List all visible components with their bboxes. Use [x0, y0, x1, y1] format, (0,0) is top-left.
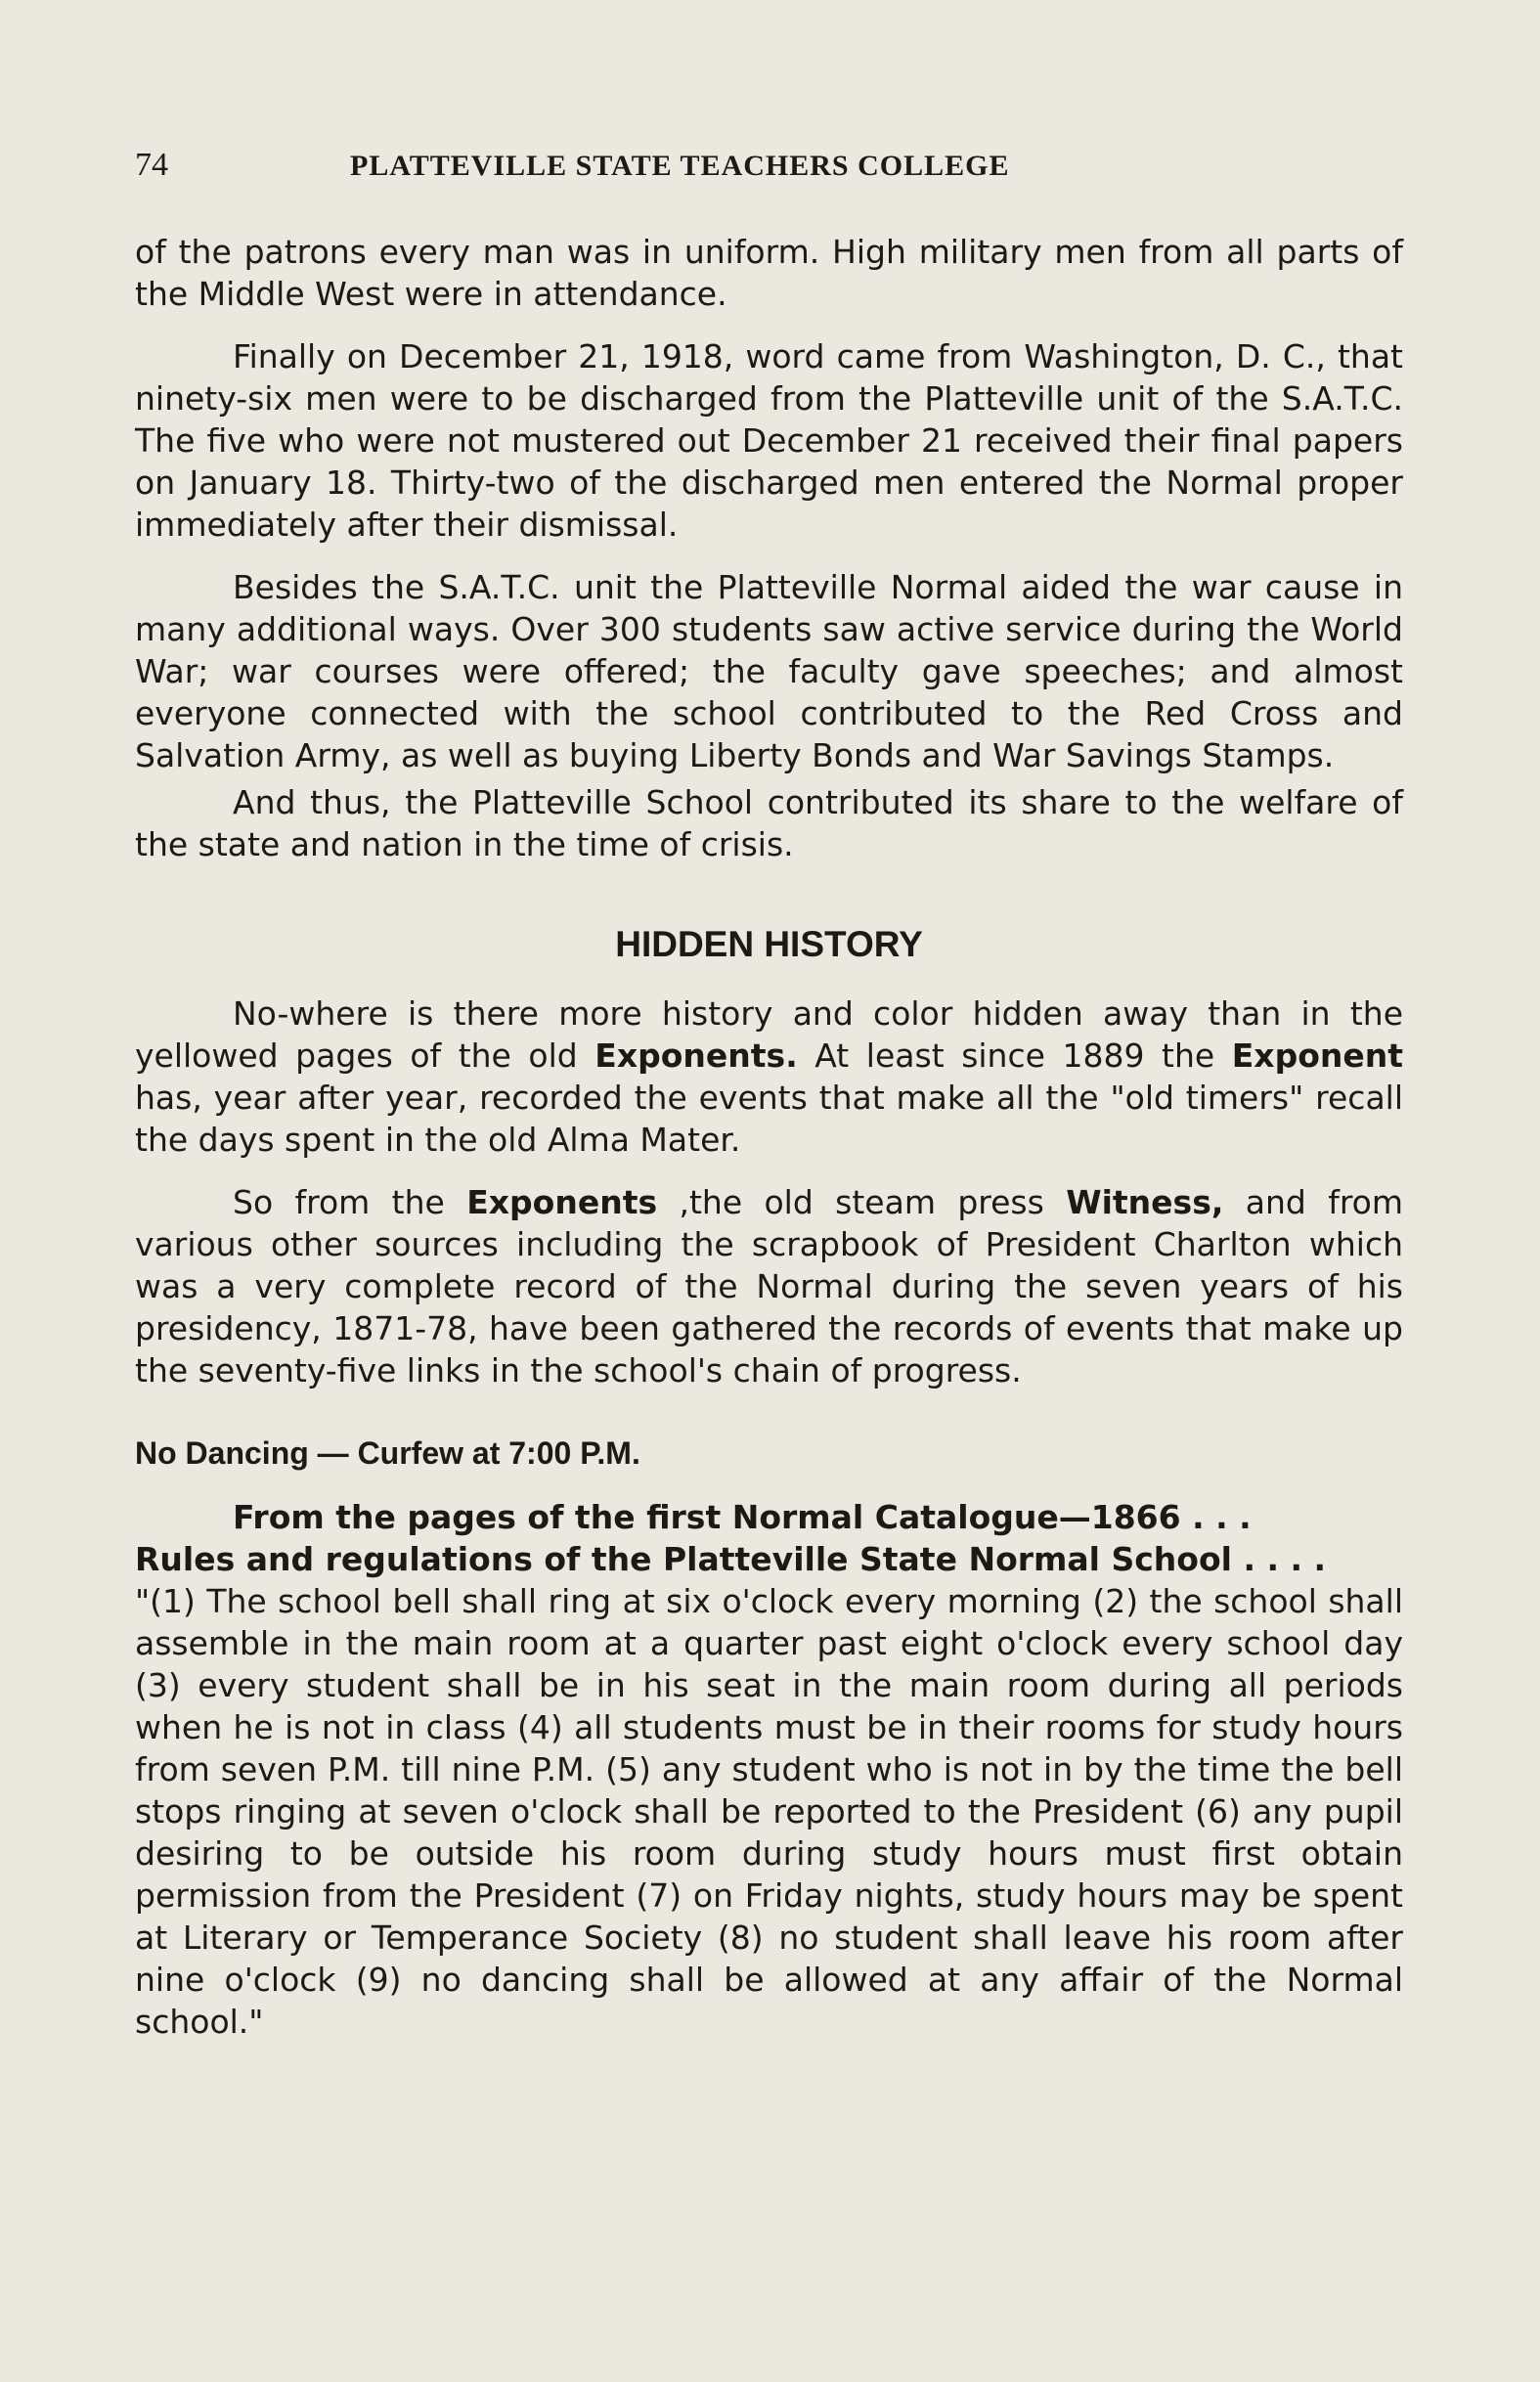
- page-number: 74: [135, 147, 168, 183]
- text-run: ,the old steam press: [657, 1183, 1067, 1221]
- section-title-no-dancing: No Dancing — Curfew at 7:00 P.M.: [135, 1435, 640, 1471]
- catalogue-line: From the pages of the first Normal Catalogue—1866 . . .: [233, 1498, 1252, 1536]
- section-title-hidden-history: HIDDEN HISTORY: [615, 924, 923, 964]
- emphasis-witness: Witness,: [1066, 1183, 1224, 1221]
- paragraph-discharge: Finally on December 21, 1918, word came from Washington, D. C., that ninety-six men were to be discharged from the Platteville unit of the S.A.T.C. The five who were not mustered out December 21 received their final papers on January 18. Thirty-two of the discharged men entered the Normal proper immediately after their dismissal.: [135, 337, 1403, 544]
- text-run: No-where is there more history and color hidden away than in the yellowed pages of the old: [135, 994, 1403, 1075]
- text-run: So from the: [233, 1183, 467, 1221]
- paragraph-uniform: of the patrons every man was in uniform. High military men from all parts of the Middle West were in attendance.: [135, 233, 1403, 313]
- paragraph-exponents: [135, 992, 1403, 1161]
- rules-text: "(1) The school bell shall ring at six o'clock every morning (2) the school shall assemble in the main room at a quarter past eight o'clock every school day (3) every student shall be in his seat in the main room during all periods when he is not in class (4) all students must be in their rooms for study hours from seven P.M. till nine P.M. (5) any student who is not in by the time the bell stops ringing at seven o'clock shall be reported to the President (6) any pupil desiring to be outside his room during study hours must first obtain permission from the President (7) on Friday nights, study hours may be spent at Literary or Temperance Society (8) no student shall leave his room after nine o'clock (9) no dancing shall be allowed at any affair of the Normal school.": [135, 1582, 1403, 2041]
- emphasis-exponent: Exponent: [1231, 1037, 1404, 1075]
- rules-heading-line: Rules and regulations of the Platteville State Normal School . . . .: [135, 1540, 1327, 1578]
- paragraph-sources: [135, 1181, 1403, 1391]
- text-run: At least since 1889 the: [797, 1037, 1232, 1075]
- emphasis-exponents: Exponents.: [594, 1037, 798, 1075]
- text-run: has, year after year, recorded the events that make all the "old timers" recall the days spent in the old Alma Mater.: [135, 1079, 1403, 1159]
- running-title: PLATTEVILLE STATE TEACHERS COLLEGE: [350, 150, 1010, 182]
- page-header: [135, 147, 1403, 205]
- paragraph-conclusion: And thus, the Platteville School contributed its share to the welfare of the state and nation in the time of crisis.: [135, 783, 1403, 863]
- emphasis-exponents: Exponents: [466, 1183, 658, 1221]
- paragraph-war-aid: Besides the S.A.T.C. unit the Platteville Normal aided the war cause in many additional ways. Over 300 students saw active service during the World War; war courses were offered; the faculty gave speeches; and almost everyone connected with the school contributed to the Red Cross and Salvation Army, as well as buying Liberty Bonds and War Savings Stamps.: [135, 568, 1403, 774]
- text-run: and from various other sources including the scrapbook of President Charlton which was a very complete record of the Normal during the seven years of his presidency, 1871-78, have been gathered the records of events that make up the seventy-five links in the school's chain of progress.: [135, 1183, 1403, 1390]
